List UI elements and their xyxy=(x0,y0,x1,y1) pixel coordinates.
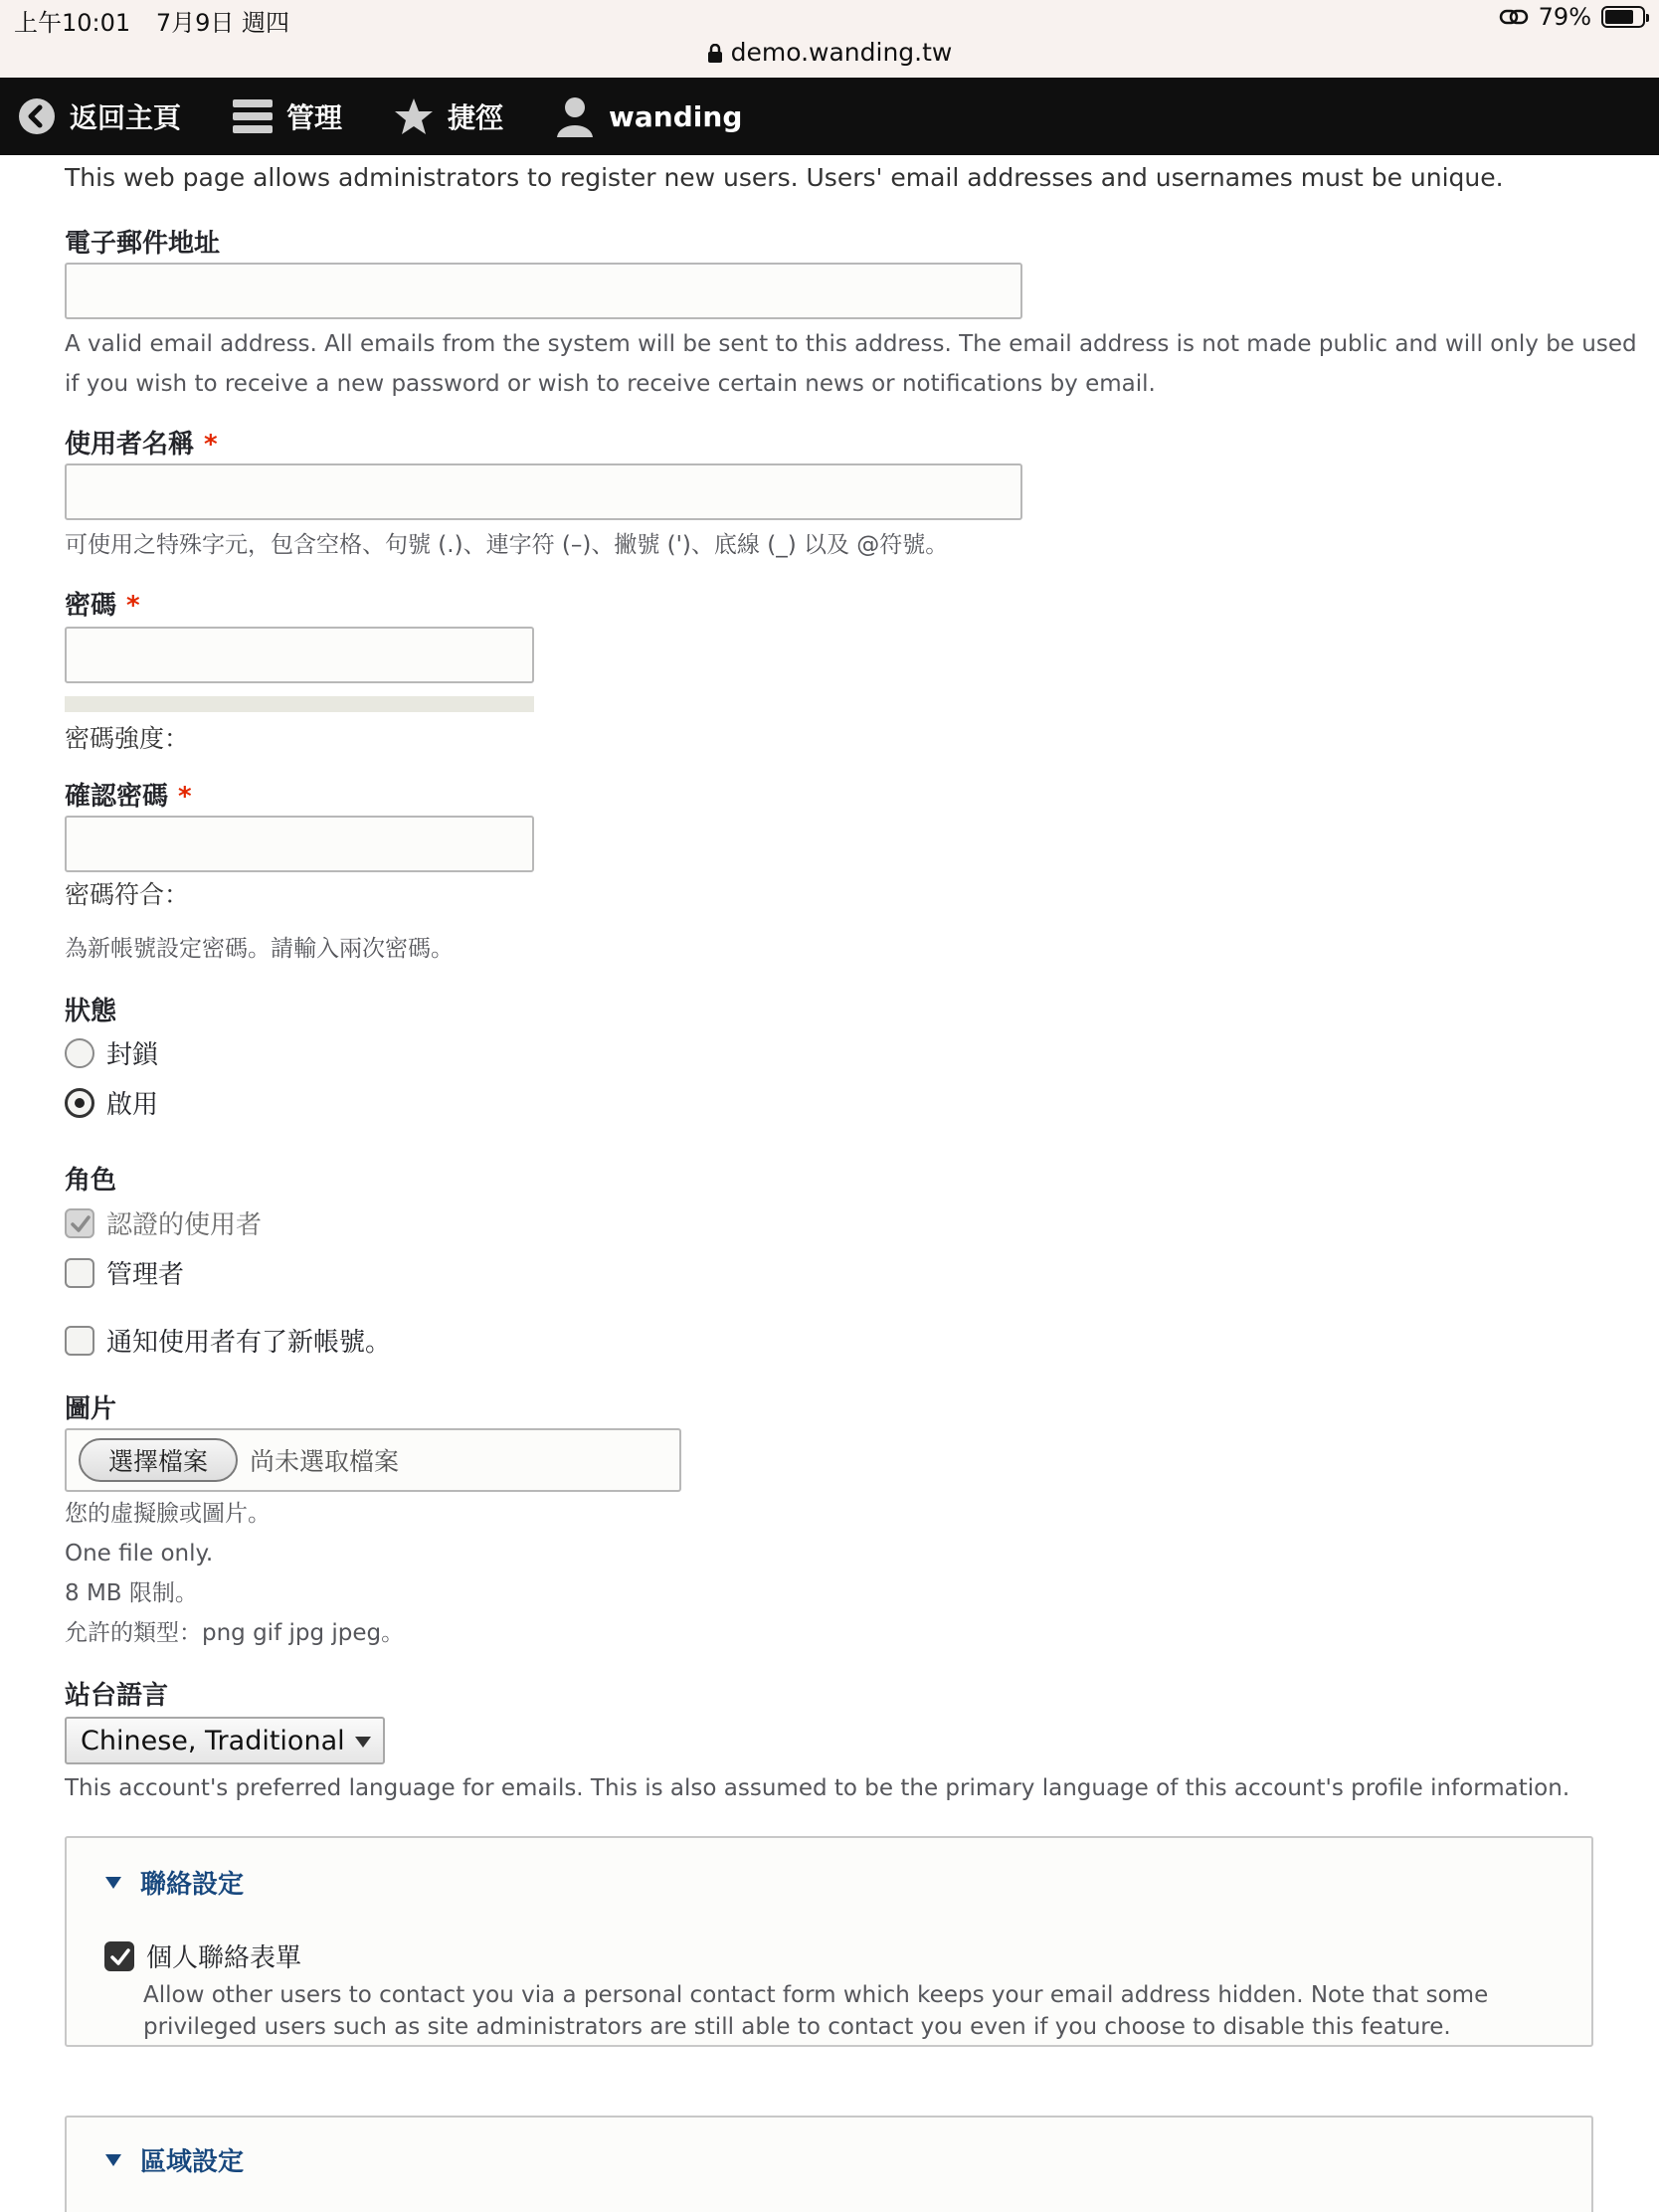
contact-desc-line2: privileged users such as site administrators are still able to contact you even if you choose to disable this feature. xyxy=(143,2014,1451,2040)
checkmark-icon xyxy=(109,1946,131,1968)
username-label-text: 使用者名稱 xyxy=(65,430,195,460)
link-icon xyxy=(1499,7,1529,27)
picture-description xyxy=(65,1494,404,1653)
role-authenticated xyxy=(65,1204,262,1241)
back-home-label: 返回主頁 xyxy=(70,101,182,134)
password-strength-label: 密碼強度： xyxy=(65,724,190,753)
required-marker: * xyxy=(204,430,218,460)
confirm-password-label xyxy=(65,776,192,813)
shortcuts-label: 捷徑 xyxy=(448,101,504,134)
locale-settings-title: 區域設定 xyxy=(140,2147,245,2177)
admin-toolbar xyxy=(0,78,1659,155)
language-description: This account's preferred language for emails. This is also assumed to be the primary language of this account's profile information. xyxy=(65,1775,1570,1801)
personal-contact-description xyxy=(143,1979,1536,2043)
contact-desc-line1: Allow other users to contact you via a personal contact form which keeps your email address hidden. Note that some xyxy=(143,1982,1489,2008)
email-desc-line2: if you wish to receive a new password or wish to receive certain news or notifications by email. xyxy=(65,371,1156,397)
picture-help-2: One file only. xyxy=(65,1541,214,1567)
chevron-down-icon xyxy=(353,1734,373,1750)
status-option-blocked-label: 封鎖 xyxy=(106,1040,159,1070)
email-label-text: 電子郵件地址 xyxy=(65,229,221,259)
language-select[interactable] xyxy=(65,1717,385,1764)
email-description xyxy=(65,324,1637,404)
confirm-password-field[interactable] xyxy=(65,816,534,872)
notify-user[interactable] xyxy=(65,1322,391,1359)
choose-file-button[interactable]: 選擇檔案 xyxy=(79,1438,238,1482)
time-text: 上午10:01 xyxy=(14,9,131,37)
personal-contact-label: 個人聯絡表單 xyxy=(146,1943,302,1973)
user-label: wanding xyxy=(609,99,743,133)
radio-active[interactable] xyxy=(65,1088,94,1118)
back-circle-icon xyxy=(18,97,56,135)
star-icon xyxy=(394,97,434,135)
status-label: 狀態 xyxy=(65,997,117,1026)
role-administrator-label: 管理者 xyxy=(106,1260,185,1290)
intro-text: This web page allows administrators to register new users. Users' email addresses and usernames must be unique. xyxy=(65,163,1504,192)
menu-icon xyxy=(233,97,273,135)
picture-help-1: 您的虛擬臉或圖片。 xyxy=(65,1501,271,1527)
role-authenticated-label: 認證的使用者 xyxy=(106,1210,263,1240)
administrator-checkbox[interactable] xyxy=(65,1258,94,1288)
user-icon xyxy=(555,95,595,137)
language-selected: Chinese, Traditional xyxy=(81,1725,345,1756)
contact-settings-fieldset xyxy=(65,1836,1593,2047)
username-field[interactable] xyxy=(65,463,1022,520)
user-link[interactable] xyxy=(555,95,742,137)
password-description: 為新帳號設定密碼。請輸入兩次密碼。 xyxy=(65,936,454,962)
password-field[interactable] xyxy=(65,627,534,683)
locale-settings-toggle[interactable] xyxy=(104,2141,244,2178)
radio-blocked[interactable] xyxy=(65,1038,94,1068)
password-strength-bar xyxy=(65,696,534,712)
email-label xyxy=(65,223,220,260)
password-match-label: 密碼符合： xyxy=(65,880,190,909)
battery-fill xyxy=(1605,10,1633,24)
shortcuts-link[interactable] xyxy=(394,96,503,136)
notify-checkbox[interactable] xyxy=(65,1326,94,1356)
back-home-link[interactable] xyxy=(18,96,181,136)
username-description: 可使用之特殊字元，包含空格、句號 (.)、連字符 (–)、撇號 (')、底線 (_) 以及 @符號。 xyxy=(65,532,949,558)
manage-link[interactable] xyxy=(233,96,342,136)
url-text: demo.wanding.tw xyxy=(730,38,953,67)
url-bar[interactable] xyxy=(0,38,1659,67)
manage-label: 管理 xyxy=(286,101,343,134)
status-option-active-label: 啟用 xyxy=(106,1090,159,1120)
email-field[interactable] xyxy=(65,263,1022,319)
authenticated-checkbox xyxy=(65,1208,94,1238)
triangle-down-icon xyxy=(104,2153,122,2167)
no-file-text: 尚未選取檔案 xyxy=(250,1447,400,1476)
username-label xyxy=(65,424,218,461)
notify-label: 通知使用者有了新帳號。 xyxy=(106,1328,392,1358)
picture-label: 圖片 xyxy=(65,1394,117,1424)
file-upload-field xyxy=(65,1428,681,1492)
personal-contact-form-option[interactable] xyxy=(104,1937,301,1974)
picture-help-3: 8 MB 限制。 xyxy=(65,1580,198,1606)
contact-settings-toggle[interactable] xyxy=(104,1864,244,1901)
required-marker: * xyxy=(126,591,140,621)
locale-settings-fieldset xyxy=(65,2116,1593,2212)
date-text: 7月9日 週四 xyxy=(155,9,289,37)
personal-contact-checkbox[interactable] xyxy=(104,1941,134,1971)
status-indicators xyxy=(1499,3,1645,31)
battery-percent: 79% xyxy=(1538,3,1591,31)
status-option-active[interactable] xyxy=(65,1084,158,1121)
role-administrator[interactable] xyxy=(65,1254,184,1291)
password-label xyxy=(65,585,140,622)
status-option-blocked[interactable] xyxy=(65,1034,158,1071)
required-marker: * xyxy=(178,782,192,812)
checkmark-icon xyxy=(70,1213,92,1235)
lock-icon xyxy=(707,44,723,64)
status-time xyxy=(14,3,289,38)
language-label: 站台語言 xyxy=(65,1681,169,1711)
picture-help-4: 允許的類型：png gif jpg jpeg。 xyxy=(65,1620,405,1646)
email-desc-line1: A valid email address. All emails from the system will be sent to this address. The email address is not made public and will only be used xyxy=(65,331,1637,357)
triangle-down-icon xyxy=(104,1876,122,1890)
password-label-text: 密碼 xyxy=(65,591,117,621)
roles-label: 角色 xyxy=(65,1166,117,1196)
confirm-password-label-text: 確認密碼 xyxy=(65,782,169,812)
battery-icon xyxy=(1601,6,1645,28)
contact-settings-title: 聯絡設定 xyxy=(140,1870,245,1900)
status-bar xyxy=(0,0,1659,78)
